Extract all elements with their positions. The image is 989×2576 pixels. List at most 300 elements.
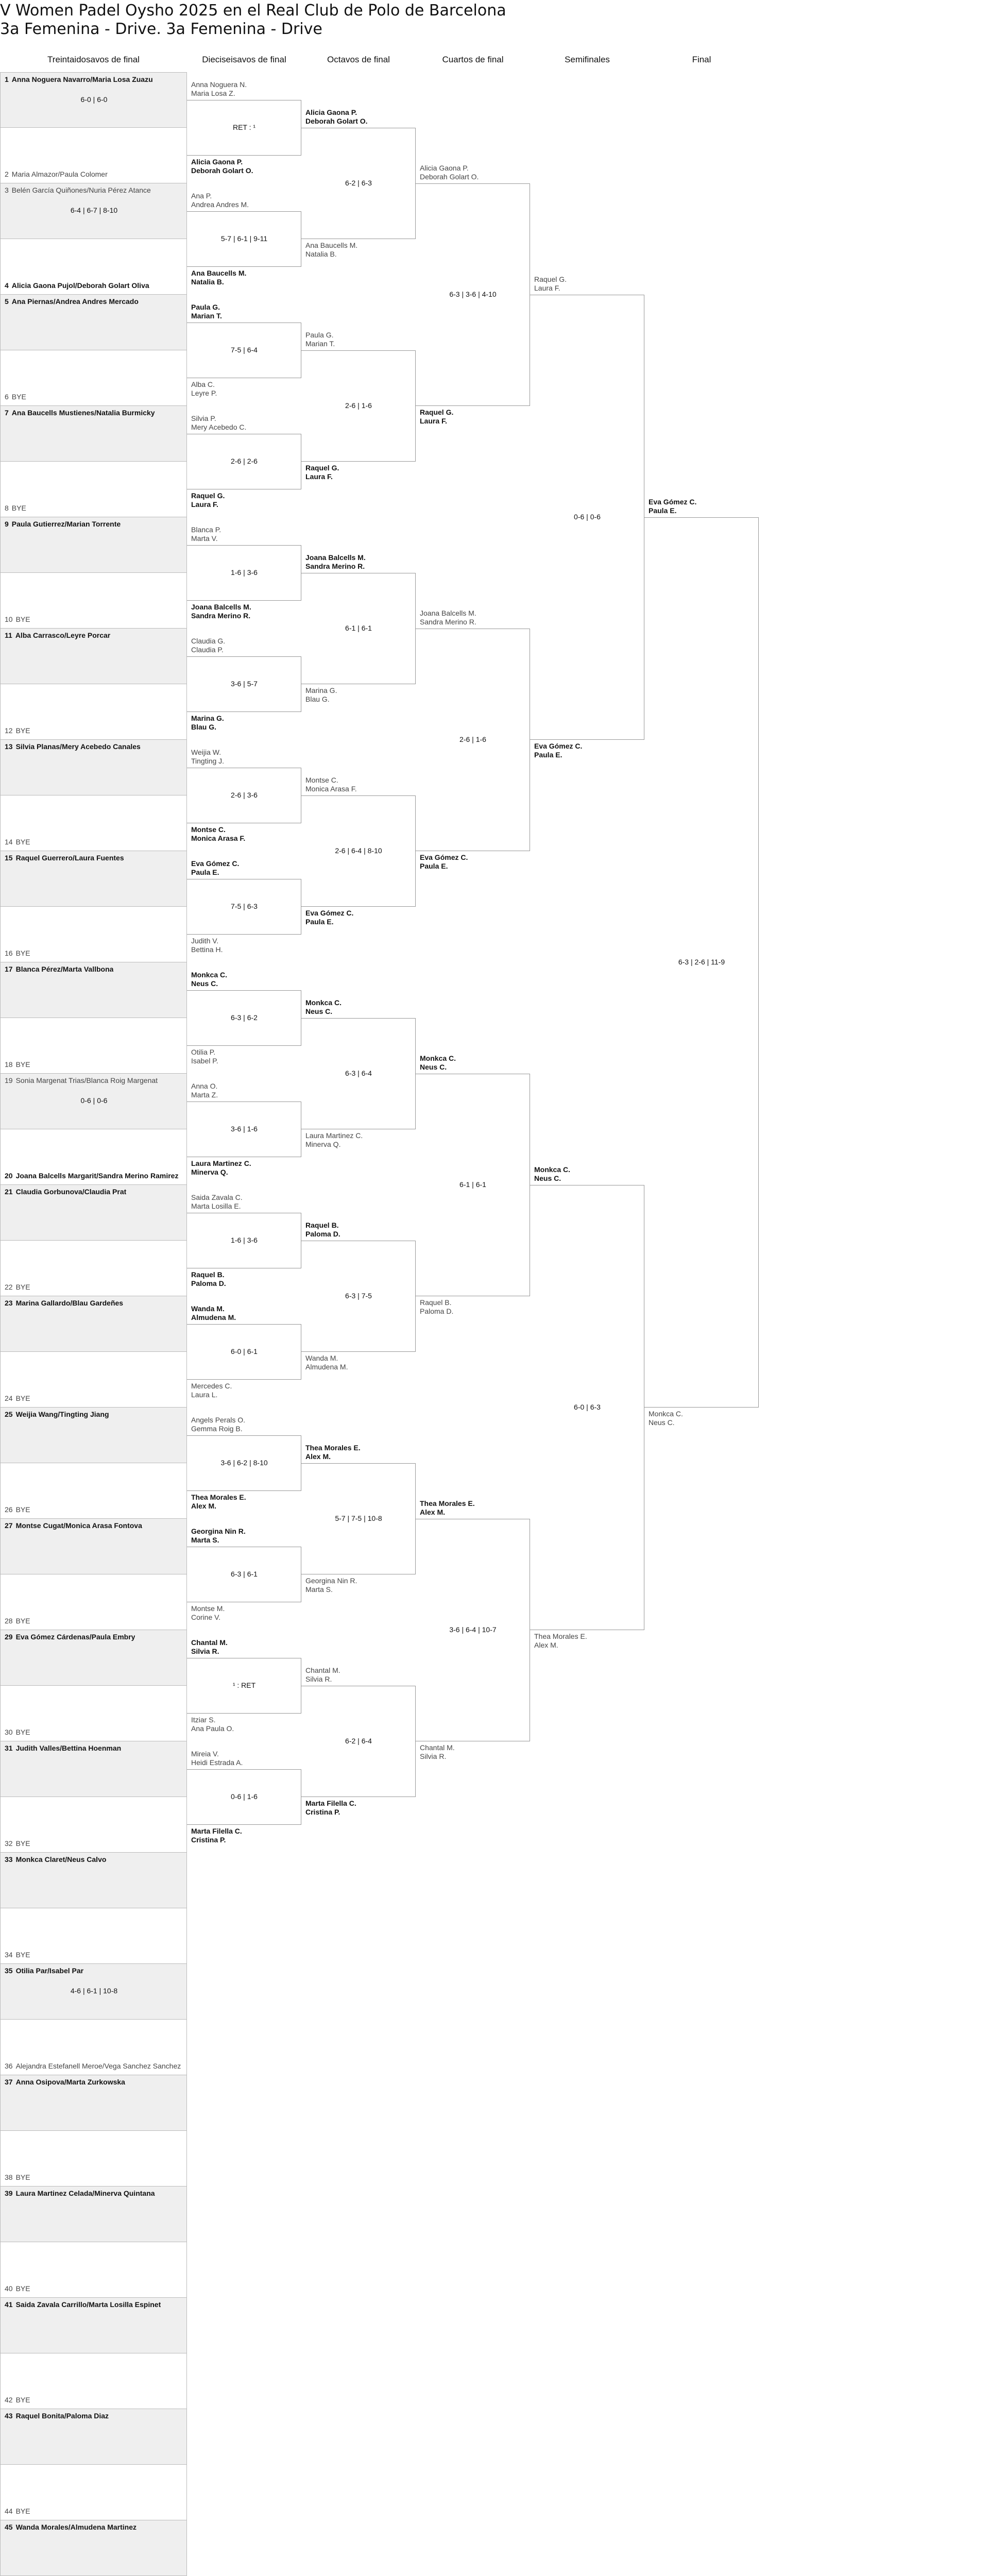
match-score: 6-3 | 6-4 (345, 1069, 372, 1077)
player-name: Chantal M. (191, 1638, 228, 1647)
player-name: Raquel G. (420, 408, 454, 416)
seed-number: 24 (5, 1394, 13, 1402)
seed-number: 12 (5, 726, 13, 735)
match-team[interactable] (305, 1666, 340, 1684)
match-team[interactable] (420, 164, 479, 181)
entry-slot[interactable] (0, 1574, 187, 1630)
player-name: Mireia V. (191, 1750, 219, 1758)
match-score: 6-3 | 3-6 | 4-10 (449, 290, 497, 298)
player-name: Deborah Golart O. (305, 117, 368, 125)
match-team[interactable] (420, 1743, 455, 1761)
match-team[interactable] (191, 1382, 232, 1399)
player-name: Paula E. (649, 506, 677, 515)
entry-slot[interactable] (0, 1185, 187, 1241)
entry-slot[interactable] (0, 1908, 187, 1964)
player-name: Silvia R. (191, 1647, 219, 1655)
entry-slot[interactable] (0, 1463, 187, 1519)
match-score: 3-6 | 1-6 (231, 1125, 258, 1133)
player-name: Angels Perals O. (191, 1416, 246, 1424)
match-team[interactable] (191, 414, 246, 432)
player-name: Ana P. (191, 192, 212, 200)
player-name: Montse C. (191, 825, 226, 834)
player-name: Laura Martinez C. (305, 1131, 363, 1140)
entry-slot[interactable] (0, 2242, 187, 2298)
seed-number: 33 (5, 1855, 13, 1863)
seed-number: 23 (5, 1299, 13, 1307)
match-team[interactable] (191, 603, 251, 620)
match-team[interactable] (191, 303, 222, 320)
player-name: Alex M. (191, 1502, 217, 1510)
match-team[interactable] (191, 714, 224, 732)
seed-number: 11 (5, 631, 12, 639)
match-team[interactable] (191, 1048, 218, 1065)
entry-slot[interactable] (0, 962, 187, 1018)
match-score: 6-3 | 6-1 (231, 1570, 258, 1578)
player-name: Paloma D. (191, 1279, 226, 1287)
match-team[interactable] (649, 498, 696, 515)
match-team[interactable] (305, 553, 366, 571)
player-name: Mery Acebedo C. (191, 423, 247, 431)
player-name: Monica Arasa F. (191, 834, 246, 842)
player-name: Tingting J. (191, 757, 225, 765)
seed-number: 37 (5, 2078, 13, 2086)
entry-slot[interactable] (0, 2520, 187, 2576)
entry-slot[interactable] (0, 740, 187, 795)
player-name: Neus C. (191, 979, 218, 988)
player-name: Thea Morales E. (534, 1632, 587, 1640)
team-name: Ana Baucells Mustienes/Natalia Burmicky (11, 409, 155, 417)
team-name: Montse Cugat/Monica Arasa Fontova (15, 1521, 142, 1530)
seed-number: 29 (5, 1633, 13, 1641)
match-team[interactable] (191, 859, 239, 877)
match-team[interactable] (191, 1159, 251, 1177)
player-name: Neus C. (649, 1418, 675, 1427)
match-score: 6-0 | 6-3 (574, 1403, 601, 1411)
player-name: Deborah Golart O. (191, 166, 253, 175)
player-name: Paula E. (534, 751, 562, 759)
team-name: Weijia Wang/Tingting Jiang (15, 1410, 109, 1418)
match-team[interactable] (191, 1270, 226, 1288)
match-team[interactable] (420, 853, 468, 871)
player-name: Laura F. (534, 284, 560, 292)
entry-line (5, 170, 108, 178)
seed-number: 35 (5, 1967, 13, 1975)
player-name: Marina G. (191, 714, 224, 722)
match-team[interactable] (191, 748, 224, 766)
team-name: BYE (15, 2284, 30, 2293)
entry-slot[interactable] (0, 2075, 187, 2131)
team-name: Paula Gutierrez/Marian Torrente (11, 520, 121, 528)
match-team[interactable] (534, 1632, 587, 1650)
entry-slot[interactable] (0, 1797, 187, 1853)
match-score: 1-6 | 3-6 (231, 568, 258, 577)
entry-line (5, 2284, 30, 2293)
entry-slot[interactable] (0, 295, 187, 350)
entry-slot[interactable] (0, 1741, 187, 1797)
player-name: Laura F. (191, 500, 218, 509)
player-name: Monica Arasa F. (305, 785, 357, 793)
entry-line (5, 281, 149, 290)
player-name: Otilia P. (191, 1048, 216, 1056)
match-team[interactable] (305, 776, 357, 793)
entry-line (5, 1394, 30, 1402)
player-name: Marta V. (191, 534, 218, 543)
match-score: 6-0 | 6-0 (80, 95, 108, 104)
seed-number: 9 (5, 520, 9, 528)
player-name: Raquel G. (534, 275, 567, 283)
entry-slot[interactable] (0, 517, 187, 573)
team-name: Raquel Bonita/Paloma Diaz (15, 2412, 109, 2420)
entry-slot[interactable] (0, 2465, 187, 2520)
match-team[interactable] (191, 158, 253, 175)
match-team[interactable] (191, 80, 247, 98)
player-name: Paula G. (191, 303, 220, 311)
player-name: Alicia Gaona P. (191, 158, 243, 166)
team-name: BYE (15, 1283, 30, 1291)
entry-slot[interactable] (0, 128, 187, 183)
entry-line (5, 1299, 123, 1307)
match-team[interactable] (534, 1165, 570, 1183)
player-name: Blanca P. (191, 526, 221, 534)
team-name: BYE (15, 615, 30, 623)
seed-number: 32 (5, 1839, 13, 1848)
player-name: Monkca C. (305, 998, 342, 1007)
player-name: Eva Gómez C. (534, 742, 583, 750)
entry-slot[interactable] (0, 183, 187, 239)
player-name: Joana Balcells M. (420, 609, 476, 617)
team-name: BYE (15, 2507, 30, 2515)
entry-slot[interactable] (0, 1408, 187, 1463)
match-team[interactable] (305, 1444, 361, 1461)
seed-number: 15 (5, 854, 13, 862)
entry-slot[interactable] (0, 72, 187, 128)
player-name: Marta S. (191, 1536, 219, 1544)
entry-line (5, 2507, 30, 2515)
entry-line (5, 1617, 30, 1625)
match-team[interactable] (191, 637, 225, 654)
match-team[interactable] (305, 1799, 356, 1817)
entry-slot[interactable] (0, 629, 187, 684)
entry-slot[interactable] (0, 1074, 187, 1129)
match-team[interactable] (305, 1131, 363, 1149)
round-header-r32: Treintaidosavos de final (47, 55, 140, 64)
match-team[interactable] (305, 998, 342, 1016)
match-score: 2-6 | 6-4 | 8-10 (335, 846, 382, 855)
team-name: BYE (15, 1728, 30, 1736)
match-score: 0-6 | 0-6 (574, 513, 601, 521)
seed-number: 20 (5, 1172, 13, 1180)
entry-slot[interactable] (0, 2353, 187, 2409)
match-team[interactable] (191, 1750, 243, 1767)
player-name: Sandra Merino R. (191, 612, 251, 620)
match-team[interactable] (649, 1410, 683, 1427)
player-name: Claudia P. (191, 646, 224, 654)
entry-slot[interactable] (0, 239, 187, 295)
player-name: Laura L. (191, 1391, 218, 1399)
match-score: 3-6 | 6-4 | 10-7 (449, 1625, 497, 1634)
match-team[interactable] (420, 1054, 456, 1072)
entry-line (5, 949, 30, 957)
player-name: Marta Z. (191, 1091, 218, 1099)
entry-line (5, 2189, 155, 2197)
player-name: Eva Gómez C. (420, 853, 468, 861)
player-name: Isabel P. (191, 1057, 218, 1065)
entry-line (5, 615, 30, 623)
match-team[interactable] (191, 937, 223, 954)
player-name: Marta S. (305, 1585, 333, 1594)
entry-line (5, 2062, 181, 2070)
team-name: Ana Piernas/Andrea Andres Mercado (11, 297, 139, 306)
entry-slot[interactable] (0, 2020, 187, 2075)
match-score: 6-1 | 6-1 (345, 624, 372, 632)
match-team[interactable] (191, 380, 217, 398)
entry-line (5, 520, 121, 528)
match-team[interactable] (191, 1416, 245, 1433)
round-header-qf: Cuartos de final (442, 55, 504, 64)
match-team[interactable] (420, 1499, 475, 1517)
player-name: Judith V. (191, 937, 219, 945)
team-name: Alicia Gaona Pujol/Deborah Golart Oliva (11, 281, 149, 290)
entry-slot[interactable] (0, 1018, 187, 1074)
team-name: BYE (15, 1951, 30, 1959)
seed-number: 19 (5, 1076, 13, 1084)
player-name: Marta Filella C. (305, 1799, 356, 1807)
entry-line (5, 965, 113, 973)
entry-line (5, 1951, 30, 1959)
match-team[interactable] (305, 464, 339, 481)
player-name: Monkca C. (649, 1410, 683, 1418)
entry-slot[interactable] (0, 406, 187, 462)
player-name: Georgina Nin R. (305, 1577, 357, 1585)
match-score: ¹ : RET (232, 1681, 256, 1689)
entry-slot[interactable] (0, 1964, 187, 2020)
entry-line (5, 2523, 137, 2531)
entry-line (5, 1172, 178, 1180)
player-name: Chantal M. (305, 1666, 340, 1674)
match-team[interactable] (191, 526, 221, 543)
team-name: BYE (15, 838, 30, 846)
player-name: Eva Gómez C. (649, 498, 697, 506)
entry-slot[interactable] (0, 462, 187, 517)
match-team[interactable] (191, 492, 225, 509)
player-name: Laura Martinez C. (191, 1159, 251, 1167)
match-score: 3-6 | 6-2 | 8-10 (220, 1459, 268, 1467)
match-team[interactable] (305, 331, 335, 348)
entry-line (5, 726, 30, 735)
player-name: Paula E. (191, 868, 219, 876)
player-name: Ana Baucells M. (191, 269, 247, 277)
player-name: Alicia Gaona P. (305, 108, 357, 116)
team-name: Judith Valles/Bettina Hoenman (15, 1744, 122, 1752)
player-name: Almudena M. (191, 1313, 236, 1321)
match-score: 6-2 | 6-4 (345, 1737, 372, 1745)
entry-slot[interactable] (0, 573, 187, 629)
match-team[interactable] (191, 1527, 246, 1545)
match-score: 2-6 | 1-6 (345, 401, 372, 410)
match-team[interactable] (191, 1638, 228, 1656)
seed-number: 39 (5, 2189, 13, 2197)
entry-line (5, 504, 26, 512)
entry-slot[interactable] (0, 2187, 187, 2242)
team-name: Wanda Morales/Almudena Martinez (15, 2523, 137, 2531)
match-team[interactable] (305, 1354, 348, 1371)
player-name: Sandra Merino R. (420, 618, 476, 626)
match-score: 7-5 | 6-3 (231, 902, 258, 910)
seed-number: 18 (5, 1060, 13, 1069)
player-name: Alex M. (534, 1641, 558, 1649)
player-name: Thea Morales E. (420, 1499, 475, 1507)
match-team[interactable] (420, 408, 453, 426)
match-team[interactable] (191, 1193, 243, 1211)
player-name: Silvia P. (191, 414, 216, 422)
player-name: Almudena M. (305, 1363, 348, 1371)
player-name: Eva Gómez C. (305, 909, 354, 917)
entry-slot[interactable] (0, 851, 187, 907)
team-name: Alejandra Estefanell Meroe/Vega Sanchez Sanchez (15, 2062, 181, 2070)
seed-number: 27 (5, 1521, 13, 1530)
entry-slot[interactable] (0, 1241, 187, 1296)
entry-slot[interactable] (0, 2409, 187, 2465)
team-name: Monkca Claret/Neus Calvo (15, 1855, 107, 1863)
entry-line (5, 742, 141, 751)
team-name: BYE (11, 393, 26, 401)
player-name: Chantal M. (420, 1743, 455, 1752)
seed-number: 22 (5, 1283, 13, 1291)
entry-line (5, 297, 139, 306)
round-header-r8: Octavos de final (327, 55, 390, 64)
entry-slot[interactable] (0, 1129, 187, 1185)
entry-slot[interactable] (0, 1853, 187, 1908)
entry-slot[interactable] (0, 1296, 187, 1352)
match-score: 6-0 | 6-1 (231, 1347, 258, 1355)
entry-line (5, 1521, 142, 1530)
match-team[interactable] (305, 1577, 357, 1594)
team-name: Marina Gallardo/Blau Gardeñes (15, 1299, 124, 1307)
match-team[interactable] (305, 1221, 340, 1239)
seed-number: 6 (5, 393, 9, 401)
player-name: Silvia R. (305, 1675, 332, 1683)
player-name: Raquel G. (191, 492, 225, 500)
match-team[interactable] (305, 108, 368, 126)
match-team[interactable] (191, 1716, 234, 1733)
player-name: Thea Morales E. (191, 1493, 246, 1501)
match-score: 6-3 | 6-2 (231, 1013, 258, 1022)
player-name: Neus C. (305, 1007, 333, 1015)
team-name: BYE (15, 1060, 30, 1069)
entry-slot[interactable] (0, 1352, 187, 1408)
match-team[interactable] (420, 1298, 453, 1316)
seed-number: 30 (5, 1728, 13, 1736)
team-name: BYE (15, 1617, 30, 1625)
team-name: Sonia Margenat Trias/Blanca Roig Margenat (15, 1076, 158, 1084)
match-team[interactable] (191, 825, 245, 843)
player-name: Claudia G. (191, 637, 226, 645)
entry-line (5, 1744, 121, 1752)
player-name: Monkca C. (534, 1165, 571, 1174)
match-team[interactable] (420, 609, 476, 626)
player-name: Paloma D. (305, 1230, 340, 1238)
match-team[interactable] (191, 269, 246, 286)
team-name: BYE (11, 504, 26, 512)
entry-line (5, 838, 30, 846)
team-name: Otilia Par/Isabel Par (15, 1967, 84, 1975)
entry-line (5, 854, 124, 862)
team-name: BYE (15, 1394, 30, 1402)
seed-number: 1 (5, 75, 9, 83)
match-score: 6-3 | 2-6 | 11-9 (678, 958, 725, 966)
player-name: Itziar S. (191, 1716, 216, 1724)
seed-number: 38 (5, 2173, 13, 2181)
entry-slot[interactable] (0, 2131, 187, 2187)
match-score: 0-6 | 1-6 (231, 1792, 258, 1801)
entry-slot[interactable] (0, 1519, 187, 1574)
seed-number: 10 (5, 615, 13, 623)
seed-number: 43 (5, 2412, 13, 2420)
team-name: BYE (15, 2396, 30, 2404)
team-name: Blanca Pérez/Marta Vallbona (15, 965, 114, 973)
page-title: V Women Padel Oysho 2025 en el Real Club de Polo de Barcelona (0, 2, 506, 20)
player-name: Joana Balcells M. (191, 603, 251, 611)
player-name: Weijia W. (191, 748, 221, 756)
match-team[interactable] (191, 1304, 236, 1322)
team-name: BYE (15, 1505, 30, 1514)
entry-slot[interactable] (0, 795, 187, 851)
player-name: Marta Filella C. (191, 1827, 242, 1835)
entry-slot[interactable] (0, 907, 187, 962)
entry-slot[interactable] (0, 350, 187, 406)
seed-number: 41 (5, 2300, 13, 2309)
match-team[interactable] (191, 1082, 218, 1099)
player-name: Wanda M. (191, 1304, 225, 1313)
match-score: 4-6 | 6-1 | 10-8 (70, 1987, 118, 1995)
seed-number: 2 (5, 170, 9, 178)
player-name: Ana Baucells M. (305, 241, 358, 249)
entry-slot[interactable] (0, 1686, 187, 1741)
match-team[interactable] (305, 686, 337, 704)
entry-line (5, 2300, 161, 2309)
match-team[interactable] (191, 1493, 246, 1511)
team-name: Saida Zavala Carrillo/Marta Losilla Espinet (15, 2300, 161, 2309)
player-name: Blau G. (191, 723, 217, 731)
team-name: Eva Gómez Cárdenas/Paula Embry (15, 1633, 135, 1641)
entry-line (5, 1060, 30, 1069)
seed-number: 21 (5, 1188, 13, 1196)
match-team[interactable] (305, 241, 357, 259)
entry-line (5, 1505, 30, 1514)
match-team[interactable] (191, 1827, 242, 1844)
match-team[interactable] (191, 192, 249, 209)
entry-slot[interactable] (0, 2298, 187, 2353)
match-team[interactable] (191, 1604, 225, 1622)
player-name: Natalia B. (305, 250, 337, 258)
match-team[interactable] (534, 742, 582, 759)
match-team[interactable] (305, 909, 353, 926)
player-name: Raquel G. (305, 464, 339, 472)
player-name: Marian T. (191, 312, 222, 320)
team-name: Raquel Guerrero/Laura Fuentes (15, 854, 124, 862)
entry-slot[interactable] (0, 1630, 187, 1686)
team-name: Claudia Gorbunova/Claudia Prat (15, 1188, 127, 1196)
match-team[interactable] (534, 275, 567, 293)
entry-slot[interactable] (0, 684, 187, 740)
seed-number: 4 (5, 281, 9, 290)
player-name: Andrea Andres M. (191, 200, 249, 209)
match-team[interactable] (191, 971, 227, 988)
seed-number: 25 (5, 1410, 13, 1418)
player-name: Mercedes C. (191, 1382, 232, 1390)
player-name: Laura F. (305, 472, 333, 481)
player-name: Cristina P. (191, 1836, 226, 1844)
